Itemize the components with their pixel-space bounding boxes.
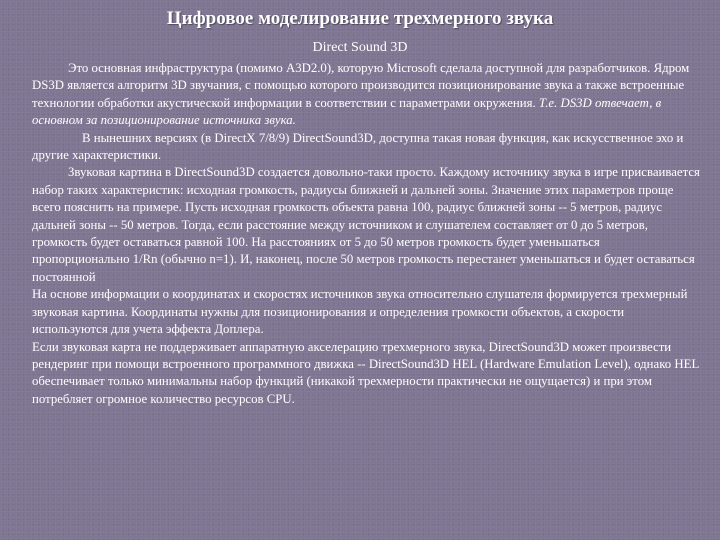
paragraph-versions: В нынешних версиях (в DirectX 7/8/9) DirectSound3D, доступна такая новая функция, как искусственное эхо и другие характеристики.	[32, 130, 684, 163]
paragraph-hel: Если звуковая карта не поддерживает аппаратную акселерацию трехмерного звука, DirectSound3D может произвести рендеринг при помощи встроенного программного движка -- DirectSound3D HEL (Hardware Emulation Level), однако HEL обеспечивает только минимальны набор функций (никакой трехмерности практически не ощущается) и при этом потребляет огромное количество ресурсов CPU.	[32, 339, 699, 406]
paragraph-sound-picture: Звуковая картина в DirectSound3D создается довольно-таки просто. Каждому источнику звука в игре присваивается набор таких характеристик: исходная громкость, радиусы ближней и дальней зоны. Значение этих параметров проще всего пояснить на примере. Пусть исходная громкость объекта равна 100, радиус ближней зоны -- 5 метров, радиус дальней зоны -- 50 метров. Тогда, если расстояние между источником и слушателем составляет от 0 до 5 метров, громкость будет оставаться равной 100. На расстояниях от 5 до 50 метров громкость будет уменьшаться пропорционально 1/Rn (обычно n=1). И, наконец, после 50 метров громкость перестанет уменьшаться и будет оставаться постоянной	[32, 165, 700, 284]
paragraph-intro-text: Это основная инфраструктура (помимо A3D2.0), которую Microsoft сделала доступной для разработчиков. Ядром DS3D является алгоритм 3D звучания, с помощью которого производится позиционирование звука а также встроенные технологии обработки акустической информации в соответствии с параметрами окружения.	[32, 61, 690, 110]
paragraph-intro	[32, 60, 700, 130]
slide-title: Цифровое моделирование трехмерного звука	[166, 8, 554, 29]
paragraph-intro-italic: Т.е. DS3D отвечает, в основном за позиционирование источника звука.	[32, 95, 662, 128]
slide-body	[32, 60, 700, 408]
slide-subtitle: Direct Sound 3D	[312, 40, 408, 55]
paragraph-coordinates: На основе информации о координатах и скоростях источников звука относительно слушателя формируется трехмерный звуковая картина. Координаты нужны для позиционирования и определения громкости объектов, а скорости используются для учета эффекта Доплера.	[32, 287, 688, 337]
